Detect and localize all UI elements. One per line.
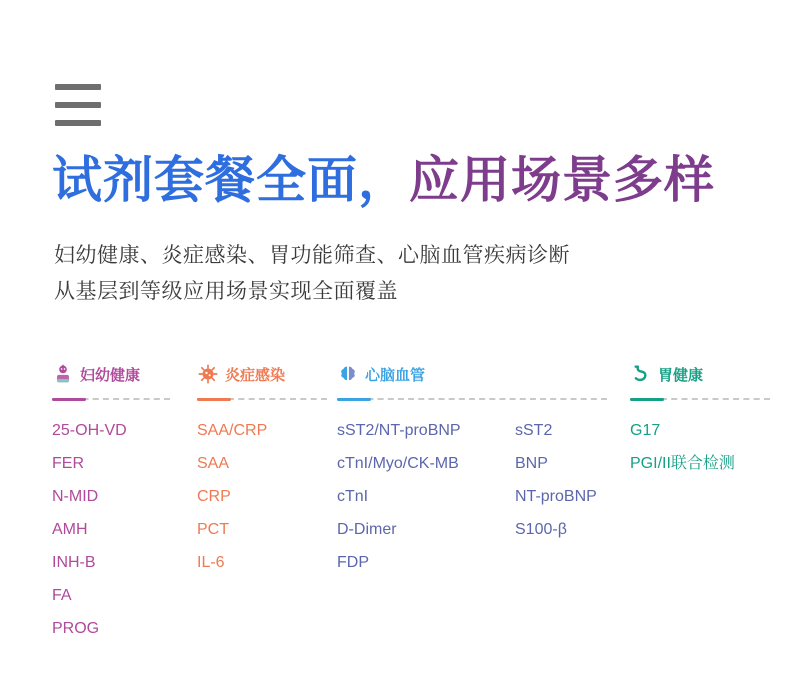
page-title [52, 152, 715, 210]
virus-icon [197, 363, 219, 385]
list-item[interactable]: PCT [197, 521, 229, 538]
hamburger-menu-button[interactable] [55, 84, 101, 126]
list-item[interactable]: AMH [52, 521, 88, 538]
list-item[interactable]: SAA/CRP [197, 422, 268, 439]
brain-icon [337, 363, 359, 385]
page-subtitle-line2: 从基层到等级应用场景实现全面覆盖 [54, 280, 398, 303]
category-rule-maternal [52, 398, 170, 400]
category-rule-inflammation [197, 398, 327, 400]
list-item[interactable]: PROG [52, 620, 100, 637]
list-item[interactable]: NT-proBNP [515, 488, 597, 505]
category-items-cardio-right [515, 414, 597, 546]
page-subtitle-line1: 妇幼健康、炎症感染、胃功能筛查、心脑血管疾病诊断 [54, 244, 570, 267]
page-title-part1: 试剂套餐全面 [52, 152, 358, 208]
list-item[interactable]: cTnI [337, 488, 369, 505]
category-title-cardio: 心脑血管 [365, 366, 426, 384]
list-item[interactable]: sST2 [515, 422, 553, 439]
list-item[interactable]: N-MID [52, 488, 99, 505]
category-items-inflammation [197, 414, 327, 579]
category-header-gastro [630, 360, 770, 388]
list-item[interactable]: FA [52, 587, 72, 604]
category-rule-accent-inflammation [197, 398, 231, 401]
category-title-maternal: 妇幼健康 [80, 366, 141, 384]
list-item[interactable]: PGI/II联合检测 [630, 455, 735, 472]
category-rule-gastro [630, 398, 770, 400]
category-rule-accent-gastro [630, 398, 664, 401]
category-title-gastro: 胃健康 [658, 366, 704, 384]
list-item[interactable]: FER [52, 455, 84, 472]
list-item[interactable]: 25-OH-VD [52, 422, 127, 439]
list-item[interactable]: G17 [630, 422, 661, 439]
page-title-comma: ， [358, 152, 409, 208]
category-items-gastro [630, 414, 770, 480]
menu-bar-2 [55, 102, 101, 108]
list-item[interactable]: SAA [197, 455, 230, 472]
category-rule-accent-cardio [337, 398, 371, 401]
category-header-maternal [52, 360, 170, 388]
menu-bar-1 [55, 84, 101, 90]
baby-icon [52, 363, 74, 385]
list-item[interactable]: CRP [197, 488, 231, 505]
list-item[interactable]: D-Dimer [337, 521, 397, 538]
list-item[interactable]: S100-β [515, 521, 567, 538]
list-item[interactable]: sST2/NT-proBNP [337, 422, 461, 439]
category-column-cardio [337, 360, 607, 594]
category-items-cardio-left [337, 414, 461, 579]
category-header-cardio [337, 360, 607, 388]
page-subtitle [54, 238, 570, 310]
category-items-maternal [52, 414, 170, 645]
stomach-icon [630, 363, 652, 385]
list-item[interactable]: INH-B [52, 554, 96, 571]
menu-bar-3 [55, 120, 101, 126]
category-column-maternal [52, 360, 170, 645]
list-item[interactable]: BNP [515, 455, 548, 472]
category-rule-cardio [337, 398, 607, 400]
category-items-cardio [337, 414, 607, 594]
list-item[interactable]: FDP [337, 554, 369, 571]
list-item[interactable]: cTnI/Myo/CK-MB [337, 455, 459, 472]
category-header-inflammation [197, 360, 327, 388]
page-title-part2: 应用场景多样 [409, 152, 715, 208]
category-column-inflammation [197, 360, 327, 579]
category-title-inflammation: 炎症感染 [225, 366, 286, 384]
category-column-gastro [630, 360, 770, 480]
list-item[interactable]: IL-6 [197, 554, 225, 571]
category-rule-accent-maternal [52, 398, 86, 401]
